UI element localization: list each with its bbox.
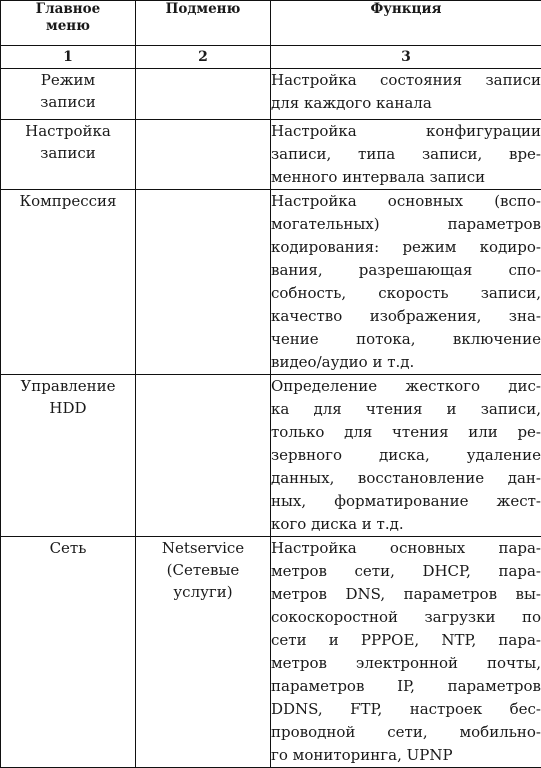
main-menu-cell	[1, 69, 136, 120]
function-line: сети и PPPOE, NTP, пара-	[271, 629, 541, 652]
function-line: кодирования: режим кодиро-	[271, 236, 541, 259]
table-row	[1, 537, 541, 768]
submenu-cell	[136, 375, 271, 537]
function-line: сокоскоростной загрузки по	[271, 606, 541, 629]
function-line: метров сети, DHCP, пара-	[271, 560, 541, 583]
function-line: Настройка конфигурации	[271, 120, 541, 143]
submenu-cell	[136, 537, 271, 768]
function-line: ка для чтения и записи,	[271, 398, 541, 421]
function-line: DDNS, FTP, настроек бес-	[271, 698, 541, 721]
function-line: параметров IP, параметров	[271, 675, 541, 698]
main-menu-cell	[1, 537, 136, 768]
main-menu-cell	[1, 375, 136, 537]
function-line: записи, типа записи, вре-	[271, 143, 541, 166]
submenu-cell	[136, 69, 271, 120]
function-line: данных, восстановление дан-	[271, 467, 541, 490]
header-function: Функция	[271, 1, 541, 46]
table-row	[1, 69, 541, 120]
function-line: менного интервала записи	[271, 166, 541, 189]
table-row	[1, 190, 541, 375]
table-row	[1, 375, 541, 537]
column-number-1: 1	[1, 46, 136, 69]
main-menu-line: Компрессия	[1, 190, 135, 212]
function-line: вания, разрешающая спо-	[271, 259, 541, 282]
function-line: качество изображения, зна-	[271, 305, 541, 328]
function-line: зервного диска, удаление	[271, 444, 541, 467]
function-line: кого диска и т.д.	[271, 513, 541, 536]
header-row	[1, 1, 541, 46]
main-menu-line: Сеть	[1, 537, 135, 559]
function-line: го мониторинга, UPNP	[271, 744, 541, 767]
function-line: Определение жесткого дис-	[271, 375, 541, 398]
function-line: видео/аудио и т.д.	[271, 351, 541, 374]
function-line: Настройка основных (вспо-	[271, 190, 541, 213]
function-line: собность, скорость записи,	[271, 282, 541, 305]
function-line: для каждого канала	[271, 92, 541, 115]
main-menu-line: HDD	[1, 397, 135, 419]
table-body	[1, 69, 541, 768]
function-line: Настройка основных пара-	[271, 537, 541, 560]
submenu-line: Netservice	[136, 537, 270, 559]
column-number-2: 2	[136, 46, 271, 69]
main-menu-line: Настройка	[1, 120, 135, 142]
main-menu-line: записи	[1, 91, 135, 113]
main-menu-line: Режим	[1, 69, 135, 91]
column-number-row	[1, 46, 541, 69]
submenu-line: (Сетевые	[136, 559, 270, 581]
function-line: ных, форматирование жест-	[271, 490, 541, 513]
function-cell	[271, 537, 541, 768]
function-line: проводной сети, мобильно-	[271, 721, 541, 744]
function-line: метров электронной почты,	[271, 652, 541, 675]
main-menu-line: записи	[1, 142, 135, 164]
function-line: Настройка состояния записи	[271, 69, 541, 92]
submenu-line: услуги)	[136, 581, 270, 603]
table-row	[1, 120, 541, 190]
main-menu-cell	[1, 120, 136, 190]
main-menu-line: Управление	[1, 375, 135, 397]
function-cell	[271, 120, 541, 190]
column-number-3: 3	[271, 46, 541, 69]
header-submenu: Подменю	[136, 1, 271, 46]
function-cell	[271, 190, 541, 375]
function-line: метров DNS, параметров вы-	[271, 583, 541, 606]
submenu-cell	[136, 120, 271, 190]
main-menu-cell	[1, 190, 136, 375]
function-cell	[271, 375, 541, 537]
submenu-cell	[136, 190, 271, 375]
function-line: только для чтения или ре-	[271, 421, 541, 444]
function-cell	[271, 69, 541, 120]
function-line: чение потока, включение	[271, 328, 541, 351]
header-main-menu: Главное меню	[1, 1, 136, 46]
function-line: могательных) параметров	[271, 213, 541, 236]
